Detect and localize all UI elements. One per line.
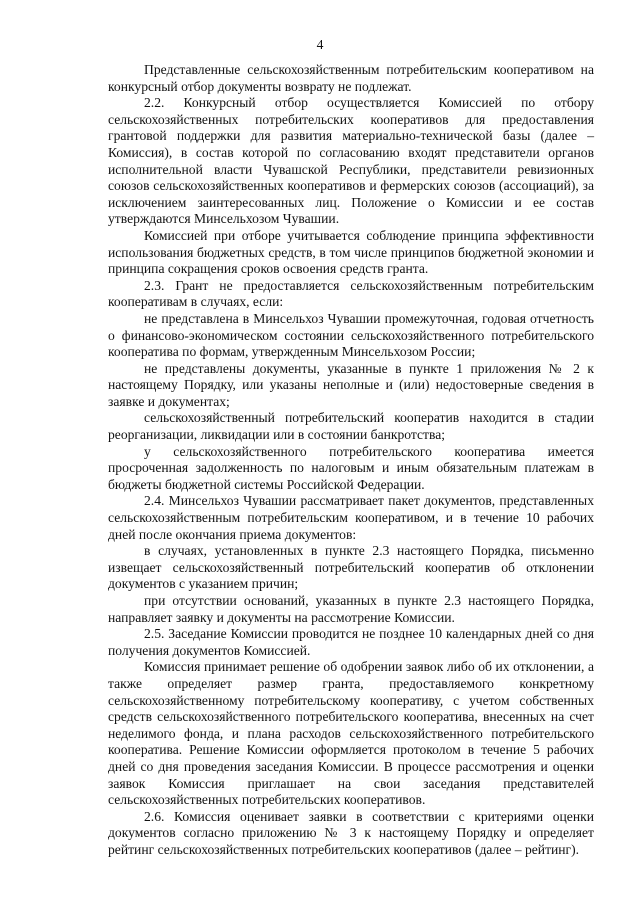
paragraph-2-2-commission: 2.2. Конкурсный отбор осуществляется Комиссией по отбору сельскохозяйственных потребительских кооперативов для предоставления грантовой поддержки для развития материально-технической базы (далее – Комиссия), в состав которой по согласованию входят представители органов исполнительной власти Чувашской Республики, представители ревизионных союзов сельскохозяйственных кооперативов и фермерских союзов (ассоциаций), за исключением заинтересованных лиц. Положение о Комиссии и ее состав утверждаются Минсельхозом Чувашии. bbox=[108, 95, 594, 227]
list-item-overdue-debt: у сельскохозяйственного потребительского кооператива имеется просроченная задолженность по налоговым и иным обязательным платежам в бюджеты бюджетной системы Российской Федерации. bbox=[108, 443, 594, 492]
paragraph-2-4-review: 2.4. Минсельхоз Чувашии рассматривает пакет документов, представленных сельскохозяйственным потребительским кооперативом, и в течение 10 рабочих дней после окончания приема документов: bbox=[108, 493, 594, 542]
list-item-forward-to-commission: при отсутствии оснований, указанных в пункте 2.3 настоящего Порядка, направляет заявку и документы на рассмотрение Комиссии. bbox=[108, 593, 594, 625]
paragraph-2-3-grant-refusal: 2.3. Грант не предоставляется сельскохозяйственным потребительским кооперативам в случаях, если: bbox=[108, 277, 594, 310]
page-number: 4 bbox=[316, 37, 324, 52]
paragraph-2-6-rating: 2.6. Комиссия оценивает заявки в соответствии с критериями оценки документов согласно приложению № 3 к настоящему Порядку и определяет рейтинг сельскохозяйственных потребительских кооперативов (далее – рейтинг). bbox=[108, 808, 594, 857]
list-item-reorganization: сельскохозяйственный потребительский кооператив находится в стадии реорганизации, ликвидации или в состоянии банкротства; bbox=[108, 410, 594, 443]
paragraph-efficiency-principle: Комиссией при отборе учитывается соблюдение принципа эффективности использования бюджетных средств, в том числе принципов бюджетной экономии и принципа сокращения сроков освоения средств гранта. bbox=[108, 227, 594, 277]
document-body bbox=[108, 62, 594, 859]
paragraph-2-5-meeting: 2.5. Заседание Комиссии проводится не позднее 10 календарных дней со дня получения документов Комиссией. bbox=[108, 626, 594, 658]
list-item-no-reporting: не представлена в Минсельхоз Чувашии промежуточная, годовая отчетность о финансово-экономическом состоянии сельскохозяйственного потребительского кооператива по формам, утвержденным Минсельхозом России; bbox=[108, 310, 594, 360]
paragraph-documents-not-returned: Представленные сельскохозяйственным потребительским кооперативом на конкурсный отбор документы возврату не подлежат. bbox=[108, 62, 594, 94]
list-item-no-documents: не представлены документы, указанные в пункте 1 приложения № 2 к настоящему Порядку, или указаны неполные и (или) недостоверные сведения в заявке и документах; bbox=[108, 360, 594, 409]
paragraph-commission-decision: Комиссия принимает решение об одобрении заявок либо об их отклонении, а также определяет размер гранта, предоставляемого конкретному сельскохозяйственному потребительскому кооперативу, с учетом собственных средств сельскохозяйственного потребительского кооператива, внесенных на счет неделимого фонда, и плана расходов сельскохозяйственного потребительского кооператива. Решение Комиссии оформляется протоколом в течение 5 рабочих дней со дня проведения заседания Комиссии. В процессе рассмотрения и оценки заявок Комиссия приглашает на свои заседания представителей сельскохозяйственных потребительских кооперативов. bbox=[108, 659, 594, 808]
list-item-rejection-notice: в случаях, установленных в пункте 2.3 настоящего Порядка, письменно извещает сельскохозяйственный потребительский кооператив об отклонении документов с указанием причин; bbox=[108, 543, 594, 592]
